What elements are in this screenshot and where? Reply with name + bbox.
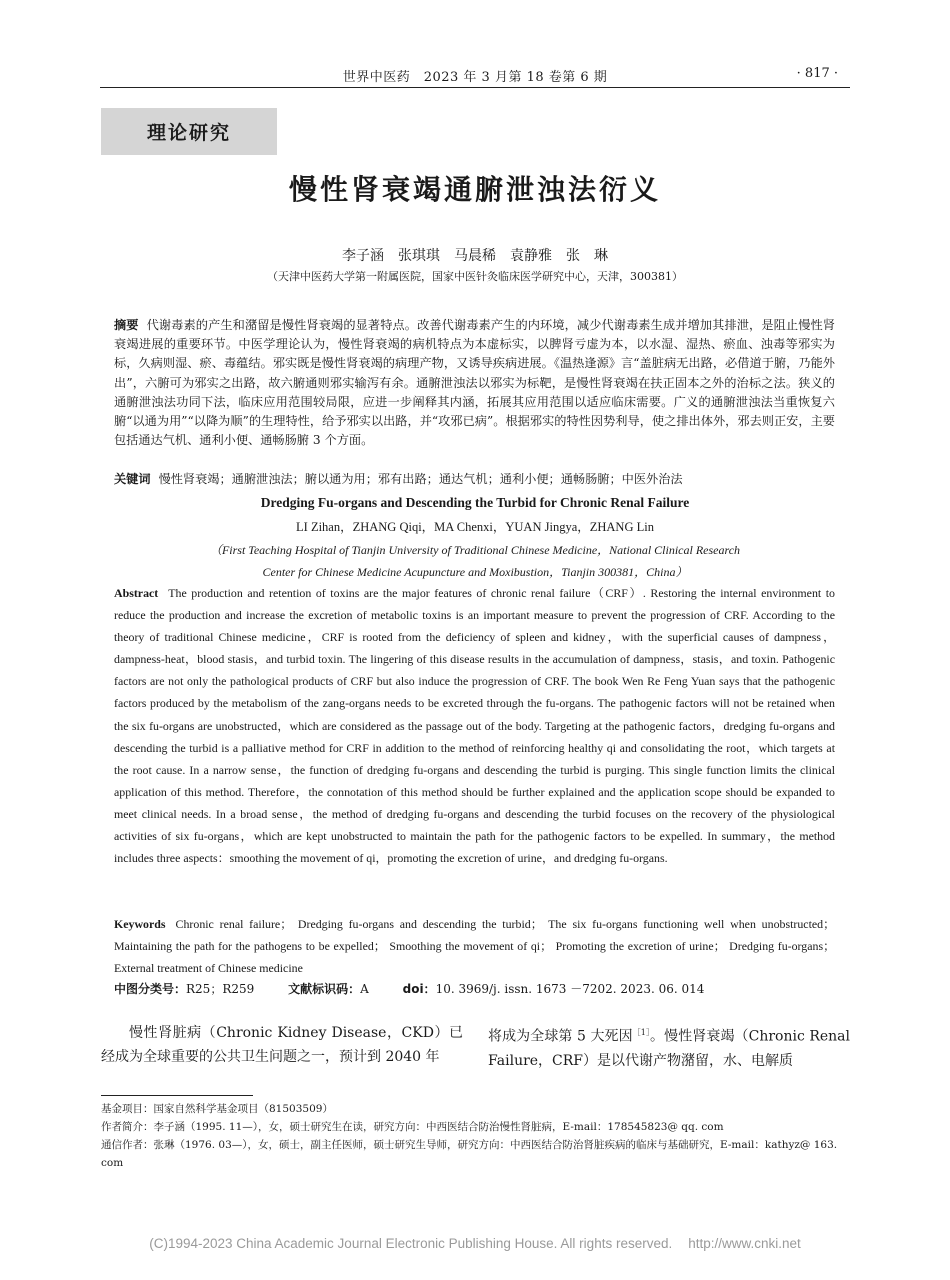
footnote-author: 作者简介：李子涵（1995. 11—），女，硕士研究生在读，研究方向：中西医结合防治慢性肾脏病，E-mail：178545823@ qq. com xyxy=(101,1121,724,1133)
keywords-cn xyxy=(114,470,835,489)
article-title-cn: 慢性肾衰竭通腑泄浊法衍义 xyxy=(288,173,661,206)
footnote-correspondence: 通信作者：张琳（1976. 03—），女，硕士，副主任医师，硕士研究生导师，研究方向：中西医结合防治肾脏疾病的临床与基础研究，E-mail：kathyz@ 163. com xyxy=(101,1139,838,1169)
doc-code-label: 文献标识码： xyxy=(288,982,361,996)
article-title-en: Dredging Fu-organs and Descending the Turbid for Chronic Renal Failure xyxy=(260,495,690,510)
copyright-url[interactable]: http://www.cnki.net xyxy=(688,1236,801,1251)
doi-value: 10. 3969/j. issn. 1673 －7202. 2023. 06. 014 xyxy=(435,982,705,996)
keywords-cn-text: 慢性肾衰竭；通腑泄浊法；腑以通为用；邪有出路；通达气机；通利小便；通畅肠腑；中医外治法 xyxy=(158,472,683,486)
abstract-en xyxy=(114,582,835,869)
authors-cn: 李子涵 张琪琪 马晨稀 袁静雅 张 琳 xyxy=(342,248,608,264)
affiliation-en-line2: Center for Chinese Medicine Acupuncture and Moxibustion，Tianjin 300381，China） xyxy=(262,565,688,579)
body-right-text-1: 将成为全球第 5 大死因 xyxy=(488,1028,633,1045)
keywords-en-label: Keywords xyxy=(114,917,166,931)
copyright-notice: (C)1994-2023 China Academic Journal Electronic Publishing House. All rights reserved. xyxy=(149,1236,673,1251)
footnotes xyxy=(101,1100,851,1172)
section-label: 理论研究 xyxy=(101,108,277,155)
clc-label: 中图分类号： xyxy=(114,982,187,996)
authors-en: LI Zihan，ZHANG Qiqi，MA Chenxi，YUAN Jingya，ZHANG Lin xyxy=(296,520,654,534)
body-text-right xyxy=(488,1021,850,1073)
affiliation-en-line1: （First Teaching Hospital of Tianjin University of Traditional Chinese Medicine，National Clinical Research xyxy=(209,543,741,557)
keywords-en xyxy=(114,913,835,979)
abstract-cn-label: 摘要 xyxy=(114,318,139,332)
doi-label: doi： xyxy=(402,982,436,996)
affiliation-en xyxy=(0,539,950,583)
journal-header: 世界中医药 2023 年 3 月第 18 卷第 6 期 xyxy=(342,70,608,85)
footnote-fund: 基金项目：国家自然科学基金项目（81503509） xyxy=(101,1103,333,1115)
abstract-cn-text: 代谢毒素的产生和潴留是慢性肾衰竭的显著特点。改善代谢毒素产生的内环境，减少代谢毒素生成并增加其排泄，是阻止慢性肾衰竭进展的重要环节。中医学理论认为，慢性肾衰竭的病机特点为本虚标实，以脾肾亏虚为本，以水湿、湿热、瘀血、浊毒等邪实为标，久病则湿、瘀、毒蕴结。邪实既是慢性肾衰竭的病理产物，又诱导疾病进展。《温热逢源》言“盖脏病无出路，必借道于腑，乃能外出”，六腑可为邪实之出路，故六腑通则邪实输泻有余。通腑泄浊法以邪实为标靶，是慢性肾衰竭在扶正固本之外的治标之法。狭义的通腑泄浊法功同下法，临床应用范围较局限，应进一步阐释其内涵，拓展其应用范围以适应临床需要。广义的通腑泄浊法当重恢复六腑“以通为用”“以降为顺”的生理特性，给予邪实以出路，并“攻邪已病”。根据邪实的特性因势利导，使之排出体外，邪去则正安，主要包括通达气机、通利小便、通畅肠腑 3 个方面。 xyxy=(114,318,836,448)
copyright-watermark xyxy=(0,1236,950,1251)
footnote-rule xyxy=(101,1095,253,1096)
header-rule xyxy=(100,87,850,88)
body-right-text-2: 。慢性肾衰竭（Chronic Renal Failure，CRF）是以代谢产物潴留，水、电解质 xyxy=(488,1028,850,1069)
keywords-en-text: Chronic renal failure； Dredging fu-organs and descending the turbid； The six fu-organs functioning well when unobstructed； Maintaining the path for the pathogens to be expelled； Smoothing the movement of qi； Promoting the excretion of urine； Dredging fu-organs； External treatment of Chinese medicine xyxy=(114,917,835,976)
citation-ref[interactable]: ［1］ xyxy=(632,1028,651,1037)
clc-value: R25；R259 xyxy=(186,982,255,996)
abstract-en-label: Abstract xyxy=(114,586,159,600)
abstract-cn xyxy=(114,316,835,450)
affiliation-cn: （天津中医药大学第一附属医院，国家中医针灸临床医学研究中心，天津，300381） xyxy=(267,270,683,283)
body-text-left: 慢性肾脏病（Chronic Kidney Disease，CKD）已经成为全球重要的公共卫生问题之一，预计到 2040 年 xyxy=(101,1025,463,1065)
page-number: · 817 · xyxy=(796,66,838,81)
keywords-cn-label: 关键词 xyxy=(114,472,151,486)
classification-line xyxy=(114,980,708,997)
abstract-en-text: The production and retention of toxins are the major features of chronic renal failure（CRF）. Restoring the internal environment to reduce the production and increase the excretion of metabolic toxins is an important measure to prevent the progression of CRF. According to the theory of traditional Chinese medicine，CRF is rooted from the deficiency of spleen and kidney，with the superficial causes of dampness，dampness-heat，blood stasis，and turbid toxin. The lingering of this disease results in the accumulation of dampness，stasis，and toxin. Pathogenic factors are not only the pathological products of CRF but also induce the progression of CRF. The book Wen Re Feng Yuan says that the pathogenic factors produced by the metabolism of the zang-organs needs to be excreted through the fu-organs. The pathogenic factors will not be retained when the six fu-organs are unobstructed，which are considered as the passage out of the body. Targeting at the pathogenic factors，dredging fu-organs and descending the turbid is a palliative method for CRF in addition to the method of reinforcing healthy qi and consolidating the root，which targets at the root cause. In a narrow sense，the function of dredging fu-organs and descending the turbid is purging. This single function limits the clinical application of this method. Therefore，the connotation of this method should be further explained and the application scope should be expanded to meet clinical needs. In a broad sense，the method of dredging fu-organs and descending the turbid focuses on the recovery of the physiological activities of six fu-organs，which are kept unobstructed to maintain the path for the pathogenic factors to be expelled. In summary，the method includes three aspects：smoothing the movement of qi，promoting the excretion of urine，and dredging fu-organs. xyxy=(114,586,835,866)
doc-code-value: A xyxy=(360,982,369,996)
